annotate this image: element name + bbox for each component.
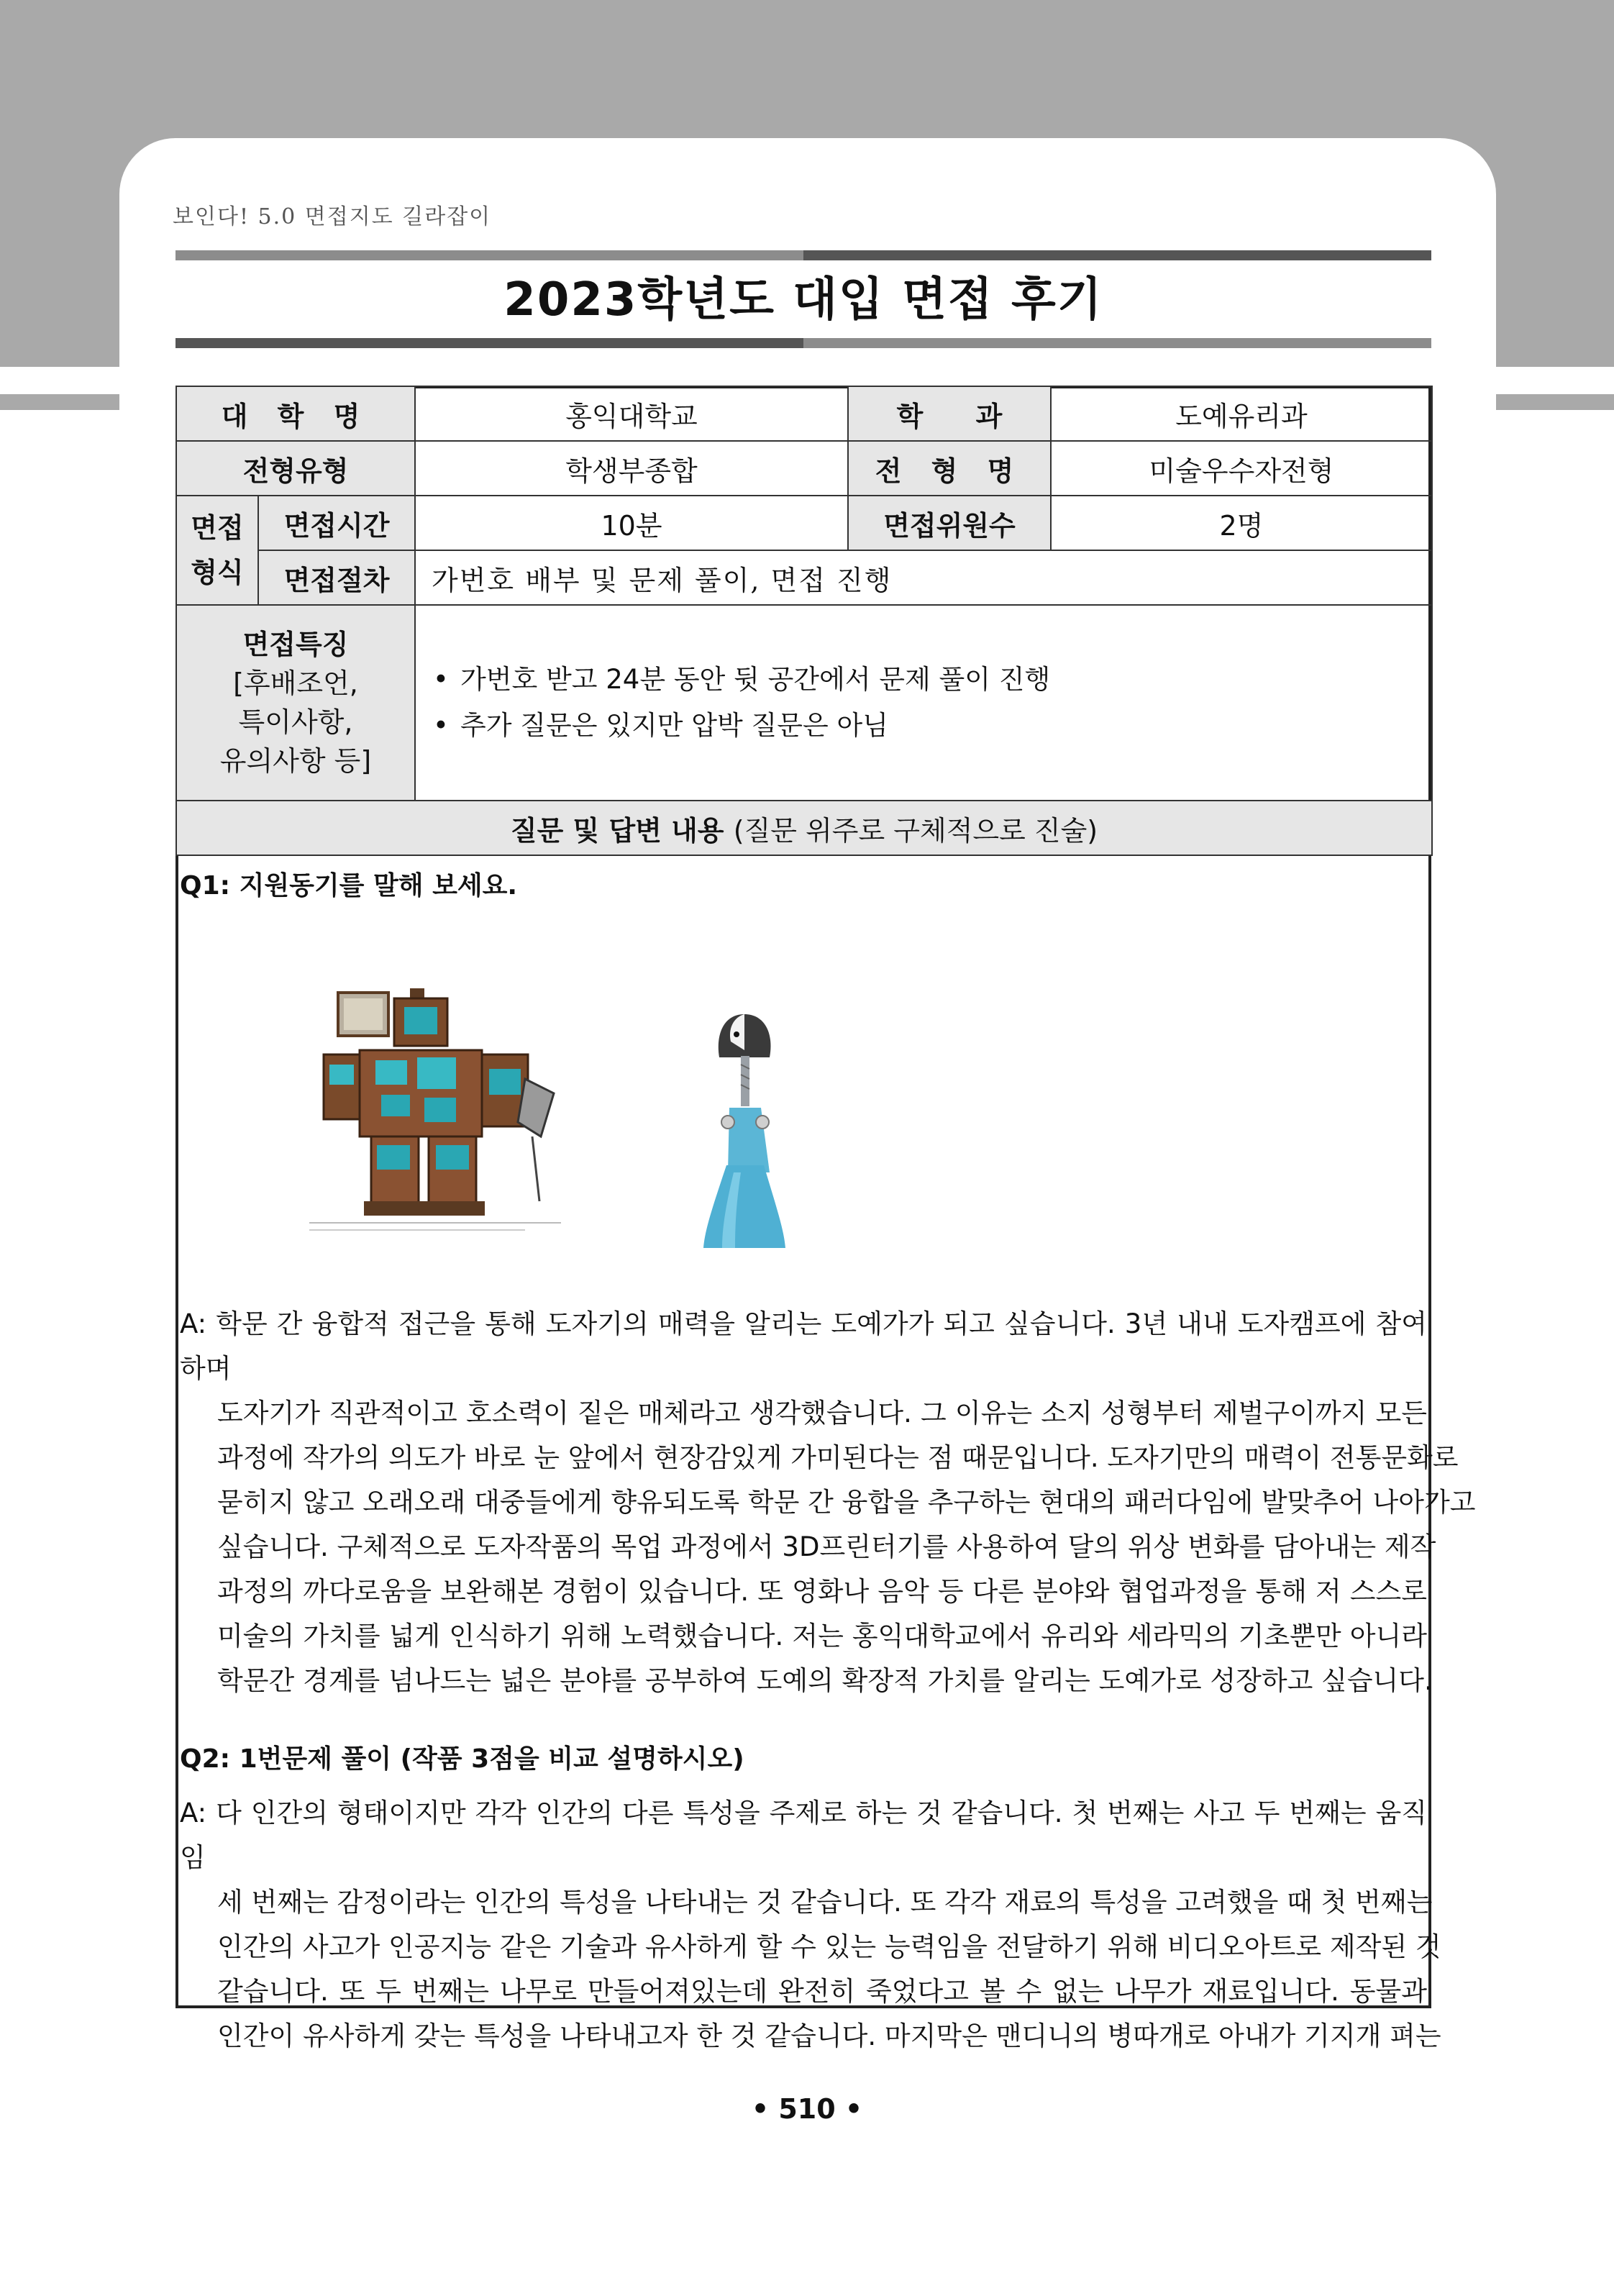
feature-item: • 가번호 받고 24분 동안 뒷 공간에서 문제 풀이 진행 [444,657,1431,703]
admission-type-value: 학생부종합 [415,441,848,496]
running-head: 보인다! 5.0 면접지도 길라잡이 [173,204,492,229]
answer-1-line: 학문간 경계를 넘나드는 넓은 분야를 공부하여 도예의 확장적 가치를 알리는 도예가로 성장하고 싶습니다. [217,1665,1433,1696]
left-side-bar [0,394,119,410]
features-list [416,657,1431,749]
interview-info-table [175,386,1433,856]
features-label-line-2: [후배조언, [233,668,358,699]
admission-name-label: 전 형 명 [848,441,1051,496]
answer-1-line: 싶습니다. 구체적으로 도자작품의 목업 과정에서 3D프린터기를 사용하여 달의 위상 변화를 담아내는 제작 [217,1531,1436,1562]
answer-2-line: A: 다 인간의 형태이지만 각각 인간의 다른 특성을 주제로 하는 것 같습니다. 첫 번째는 사고 두 번째는 움직임 [180,1798,1427,1873]
answer-1 [180,1302,1476,1703]
answer-2-prefix: A: [180,1798,207,1828]
question-2: Q2: 1번문제 풀이 (작품 3점을 비교 설명하시오) [180,1744,744,1774]
admission-type-label: 전형유형 [176,441,415,496]
department-label: 학 과 [848,386,1051,441]
title-rule-top [175,250,1431,260]
page-title: 2023학년도 대입 면접 후기 [503,273,1103,327]
panel-value: 2명 [1051,496,1432,550]
answer-2-line: 같습니다. 또 두 번째는 나무로 만들어져있는데 완전히 죽었다고 볼 수 없는 나무가 재료입니다. 동물과 [217,1976,1427,2007]
answer-2-line: 세 번째는 감정이라는 인간의 특성을 나타내는 것 같습니다. 또 각각 재료의 특성을 고려했을 때 첫 번째는 [217,1887,1433,1918]
answer-1-line: 과정에 작가의 의도가 바로 눈 앞에서 현장감있게 가미된다는 점 때문입니다. 도자기만의 매력이 전통문화로 [217,1442,1459,1473]
format-label [176,496,258,605]
qa-header-note: (질문 위주로 구체적으로 진술) [733,814,1098,847]
answer-1-line: 미술의 가치를 넓게 인식하기 위해 노력했습니다. 저는 홍익대학교에서 유리와 세라믹의 기초뿐만 아니라 [217,1621,1427,1652]
answer-1-line: 과정의 까다로움을 보완해본 경험이 있습니다. 또 영화나 음악 등 다른 분야와 협업과정을 통해 저 스스로 [217,1576,1427,1607]
right-side-bar [1496,394,1614,410]
feature-item: • 추가 질문은 있지만 압박 질문은 아님 [444,703,1431,749]
procedure-label: 면접절차 [258,550,415,605]
duration-label: 면접시간 [258,496,415,550]
answer-2-line: 인간이 유사하게 갖는 특성을 나타내고자 한 것 같습니다. 마지막은 맨디니의 병따개로 아내가 기지개 펴는 [217,2021,1441,2051]
features-label-line-3: 특이사항, [238,706,353,738]
features-list-cell [415,605,1432,801]
panel-label: 면접위원수 [848,496,1051,550]
features-label-line-4: 유의사항 등] [219,745,372,777]
university-value: 홍익대학교 [415,386,848,441]
anna-g-corkscrew-image [683,1000,806,1259]
procedure-value: 가번호 배부 및 문제 풀이, 면접 진행 [415,550,1432,605]
title-rule-bottom [175,338,1431,348]
qa-header-title: 질문 및 답변 내용 [510,814,724,847]
answer-1-prefix: A: [180,1308,207,1339]
format-label-line-2: 형식 [191,557,244,588]
answer-1-line: 묻히지 않고 오래오래 대중들에게 향유되도록 학문 간 융합을 추구하는 현대의 패러다임에 발맞추어 나아가고 [217,1487,1476,1518]
features-label [176,605,415,801]
department-value: 도예유리과 [1051,386,1432,441]
format-label-line-1: 면접 [191,512,244,544]
tv-robot-artwork-image [309,985,568,1237]
admission-name-value: 미술우수자전형 [1051,441,1432,496]
answer-1-line: A: 학문 간 융합적 접근을 통해 도자기의 매력을 알리는 도예가가 되고 싶습니다. 3년 내내 도자캠프에 참여하며 [180,1308,1427,1384]
university-label: 대 학 명 [176,386,415,441]
features-label-line-1: 면접특징 [242,629,349,660]
answer-2-line: 인간의 사고가 인공지능 같은 기술과 유사하게 할 수 있는 능력임을 전달하기 위해 비디오아트로 제작된 것 [217,1931,1441,1962]
answer-2 [180,1791,1441,2059]
question-1: Q1: 지원동기를 말해 보세요. [180,871,518,901]
page-number: • 510 • [751,2093,863,2125]
answer-1-line: 도자기가 직관적이고 호소력이 짙은 매체라고 생각했습니다. 그 이유는 소지 성형부터 제벌구이까지 모든 [217,1398,1427,1429]
duration-value: 10분 [415,496,848,550]
qa-section-header [176,801,1432,855]
